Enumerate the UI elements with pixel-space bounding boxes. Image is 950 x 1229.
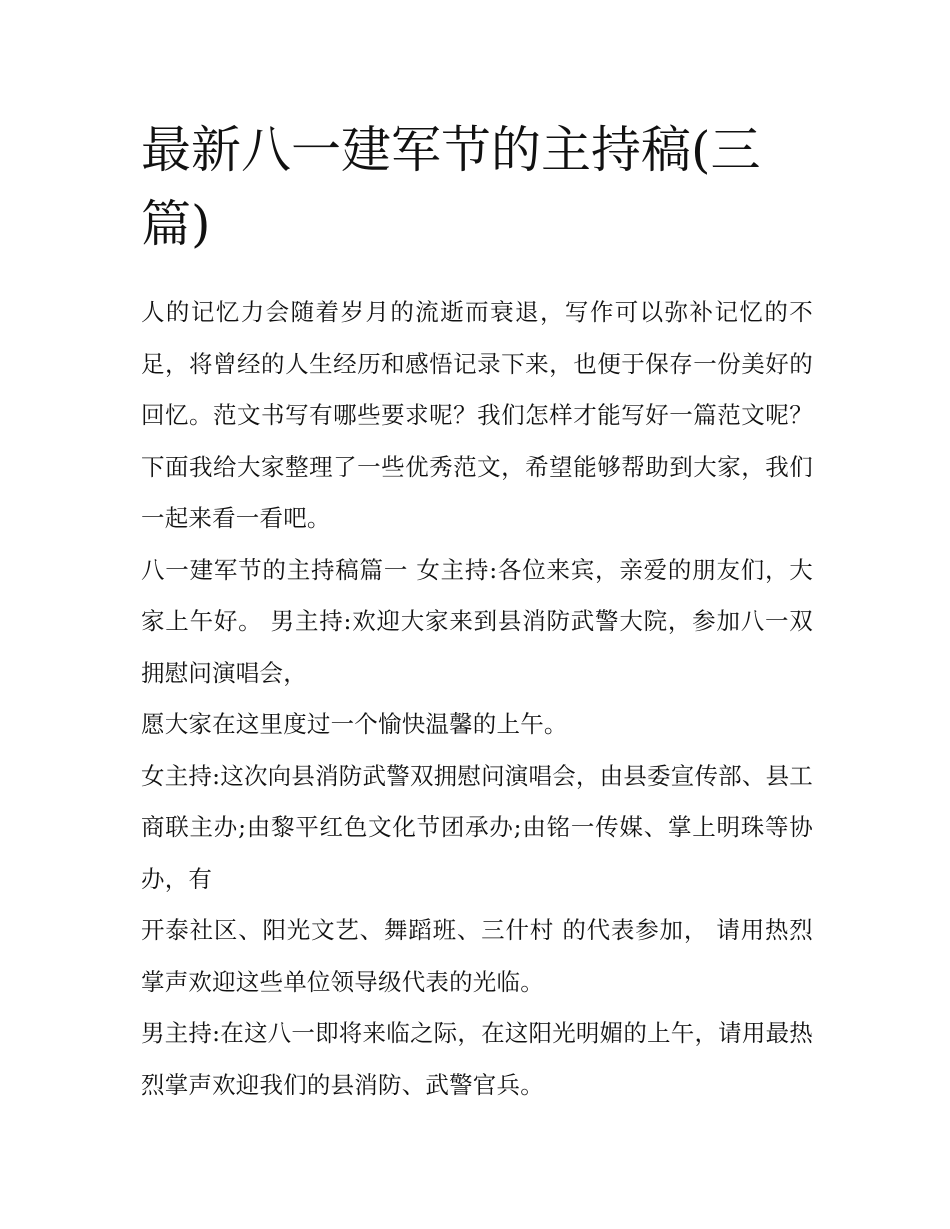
document-body [141,287,813,1111]
intro-paragraph: 人的记忆力会随着岁月的流逝而衰退，写作可以弥补记忆的不足，将曾经的人生经历和感悟记录下来，也便于保存一份美好的回忆。范文书写有哪些要求呢？我们怎样才能写好一篇范文呢？下面我给大家整理了一些优秀范文，希望能够帮助到大家，我们一起来看一看吧。 [141,298,813,532]
paragraph-host-opening: 八一建军节的主持稿篇一 女主持:各位来宾，亲爱的朋友们，大家上午好。 男主持:欢迎大家来到县消防武警大院，参加八一双拥慰问演唱会， [141,555,813,687]
paragraph-wish: 愿大家在这里度过一个愉快温馨的上午。 [141,710,568,738]
document-page [141,113,813,1111]
document-title: 最新八一建军节的主持稿(三篇) [141,121,761,253]
paragraph-participants: 开泰社区、阳光文艺、舞蹈班、三什村 的代表参加， 请用热烈掌声欢迎这些单位领导级代表的光临。 [141,916,813,996]
paragraph-female-host: 女主持:这次向县消防武警双拥慰问演唱会，由县委宣传部、县工商联主办;由黎平红色文化节团承办;由铭一传媒、掌上明珠等协办，有 [141,761,813,893]
paragraph-male-host: 男主持:在这八一即将来临之际，在这阳光明媚的上午，请用最热烈掌声欢迎我们的县消防、武警官兵。 [141,1019,813,1099]
